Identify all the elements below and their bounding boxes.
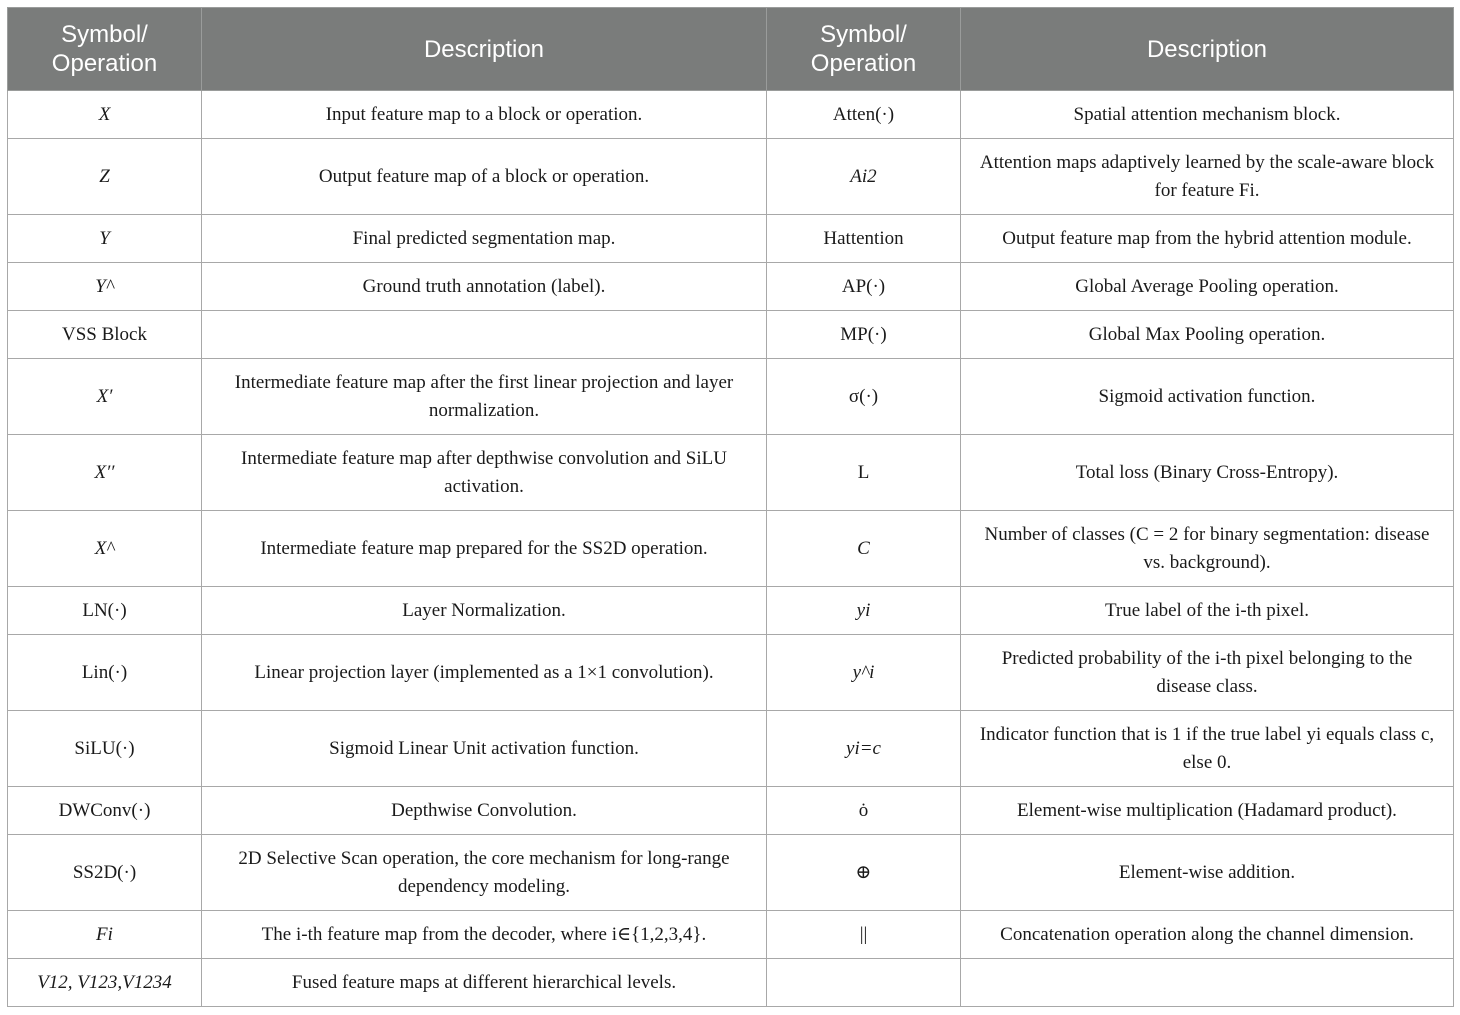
table-row <box>8 787 1454 835</box>
description-cell: Attention maps adaptively learned by the scale-aware block for feature Fi. <box>961 139 1454 215</box>
header-row <box>8 8 1454 91</box>
description-cell: Depthwise Convolution. <box>202 787 767 835</box>
table-row <box>8 311 1454 359</box>
description-cell: Sigmoid Linear Unit activation function. <box>202 711 767 787</box>
symbol-cell: y^i <box>767 635 961 711</box>
symbol-cell: Lin(·) <box>8 635 202 711</box>
description-cell: Output feature map from the hybrid attention module. <box>961 215 1454 263</box>
symbol-cell: Atten(·) <box>767 91 961 139</box>
table-row <box>8 359 1454 435</box>
description-cell: Fused feature maps at different hierarchical levels. <box>202 959 767 1007</box>
symbol-cell: Z <box>8 139 202 215</box>
description-cell: Number of classes (C = 2 for binary segmentation: disease vs. background). <box>961 511 1454 587</box>
symbol-cell: MP(·) <box>767 311 961 359</box>
description-cell: Layer Normalization. <box>202 587 767 635</box>
description-cell: Concatenation operation along the channel dimension. <box>961 911 1454 959</box>
symbol-cell: L <box>767 435 961 511</box>
header-description-1: Description <box>202 8 767 91</box>
table-row <box>8 835 1454 911</box>
header-description-2: Description <box>961 8 1454 91</box>
description-cell: Ground truth annotation (label). <box>202 263 767 311</box>
symbol-cell: ⊕ <box>767 835 961 911</box>
symbol-cell: AP(·) <box>767 263 961 311</box>
description-cell: Linear projection layer (implemented as a 1×1 convolution). <box>202 635 767 711</box>
symbol-cell: SiLU(·) <box>8 711 202 787</box>
symbol-cell: || <box>767 911 961 959</box>
symbol-cell: DWConv(·) <box>8 787 202 835</box>
symbol-cell: X^ <box>8 511 202 587</box>
description-cell: Final predicted segmentation map. <box>202 215 767 263</box>
table-row <box>8 215 1454 263</box>
description-cell: Element-wise multiplication (Hadamard product). <box>961 787 1454 835</box>
description-cell: Intermediate feature map after depthwise convolution and SiLU activation. <box>202 435 767 511</box>
description-cell: Indicator function that is 1 if the true label yi equals class c, else 0. <box>961 711 1454 787</box>
symbol-cell: Y <box>8 215 202 263</box>
symbol-cell: X <box>8 91 202 139</box>
description-cell: Input feature map to a block or operation. <box>202 91 767 139</box>
description-cell: Global Max Pooling operation. <box>961 311 1454 359</box>
symbol-cell: yi <box>767 587 961 635</box>
symbol-cell: X′′ <box>8 435 202 511</box>
symbol-cell: VSS Block <box>8 311 202 359</box>
symbol-cell: X′ <box>8 359 202 435</box>
symbol-cell: Fi <box>8 911 202 959</box>
table-row <box>8 911 1454 959</box>
description-cell: Spatial attention mechanism block. <box>961 91 1454 139</box>
symbol-cell: SS2D(·) <box>8 835 202 911</box>
description-cell: Global Average Pooling operation. <box>961 263 1454 311</box>
description-cell: Element-wise addition. <box>961 835 1454 911</box>
symbol-cell: V12, V123,V1234 <box>8 959 202 1007</box>
table-row <box>8 511 1454 587</box>
header-symbol-1: Symbol/ Operation <box>8 8 202 91</box>
symbol-cell <box>767 959 961 1007</box>
symbol-cell: ȯ <box>767 787 961 835</box>
description-cell: 2D Selective Scan operation, the core mechanism for long-range dependency modeling. <box>202 835 767 911</box>
table-row <box>8 635 1454 711</box>
table-row <box>8 959 1454 1007</box>
symbol-cell: Ai2 <box>767 139 961 215</box>
table-row <box>8 139 1454 215</box>
table-row <box>8 587 1454 635</box>
symbol-cell: LN(·) <box>8 587 202 635</box>
description-cell: Output feature map of a block or operation. <box>202 139 767 215</box>
description-cell: Intermediate feature map after the first linear projection and layer normalization. <box>202 359 767 435</box>
symbol-cell: C <box>767 511 961 587</box>
symbol-cell: yi=c <box>767 711 961 787</box>
description-cell: Intermediate feature map prepared for the SS2D operation. <box>202 511 767 587</box>
description-cell: Sigmoid activation function. <box>961 359 1454 435</box>
description-cell <box>202 311 767 359</box>
table-row <box>8 711 1454 787</box>
description-cell: Total loss (Binary Cross-Entropy). <box>961 435 1454 511</box>
description-cell: Predicted probability of the i-th pixel belonging to the disease class. <box>961 635 1454 711</box>
symbol-table <box>7 7 1454 1007</box>
description-cell <box>961 959 1454 1007</box>
table-row <box>8 91 1454 139</box>
symbol-cell: Hattention <box>767 215 961 263</box>
description-cell: The i-th feature map from the decoder, where i∈{1,2,3,4}. <box>202 911 767 959</box>
symbol-cell: Y^ <box>8 263 202 311</box>
header-symbol-2: Symbol/ Operation <box>767 8 961 91</box>
table-row <box>8 263 1454 311</box>
description-cell: True label of the i-th pixel. <box>961 587 1454 635</box>
table-row <box>8 435 1454 511</box>
symbol-cell: σ(·) <box>767 359 961 435</box>
